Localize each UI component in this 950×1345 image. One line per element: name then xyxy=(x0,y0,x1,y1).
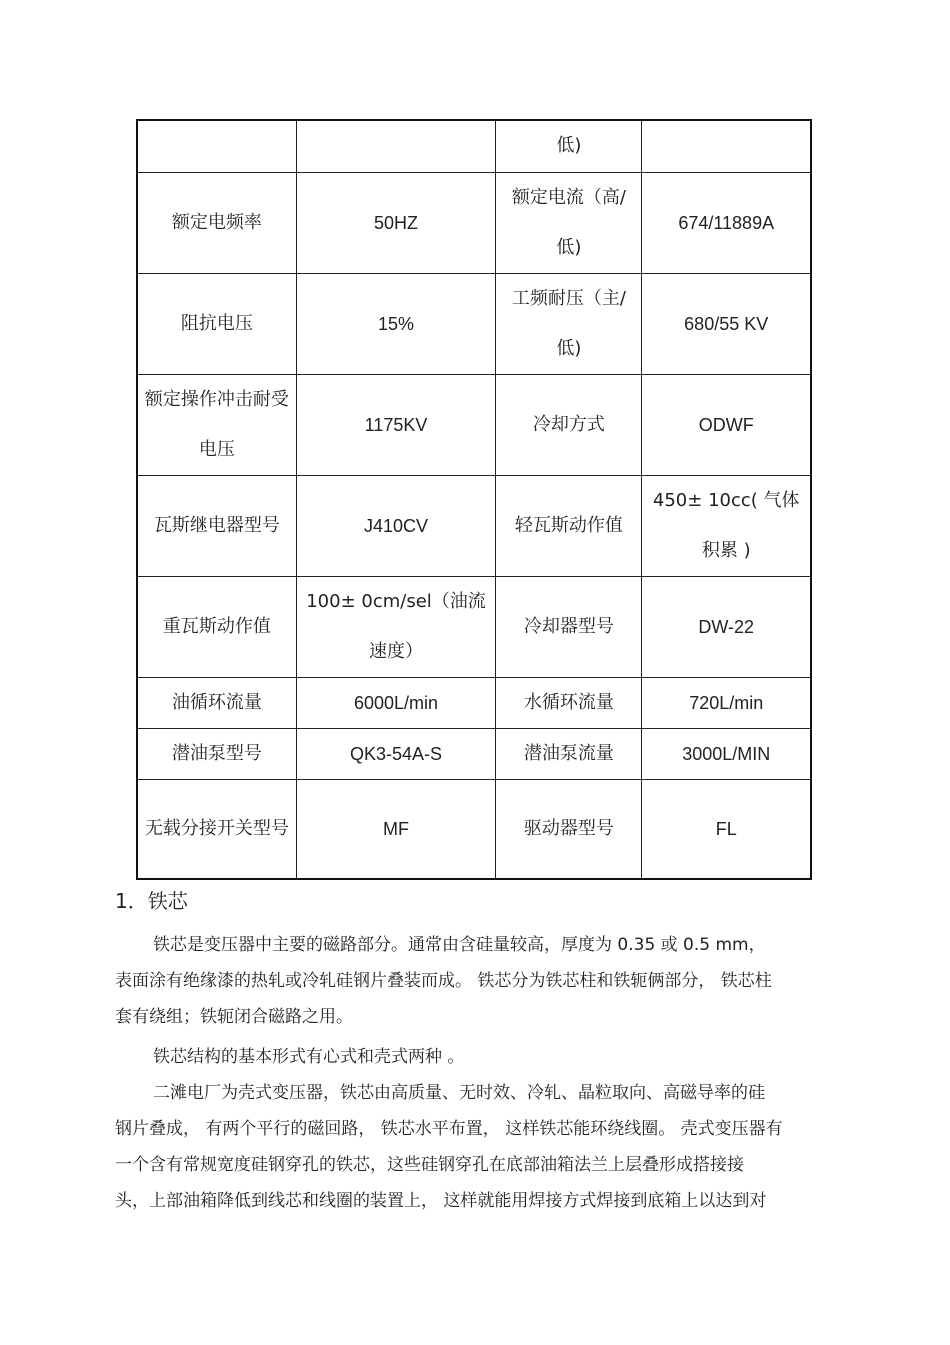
table-cell: 100± 0cm/sel（油流速度） xyxy=(296,576,496,677)
table-row xyxy=(137,677,811,728)
table-cell: 6000L/min xyxy=(296,677,496,728)
table-cell: DW-22 xyxy=(642,576,811,677)
table-cell: 低) xyxy=(496,120,642,172)
table-cell xyxy=(137,120,296,172)
spec-table xyxy=(136,119,812,880)
table-row xyxy=(137,374,811,475)
table-cell: 720L/min xyxy=(642,677,811,728)
table-cell: 680/55 KV xyxy=(642,273,811,374)
table-row xyxy=(137,576,811,677)
table-cell: J410CV xyxy=(296,475,496,576)
paragraph-line: 铁芯是变压器中主要的磁路部分。通常由含硅量较高，厚度为 0.35 或 0.5 mm， xyxy=(153,935,766,955)
paragraph xyxy=(115,927,835,1035)
table-cell: 重瓦斯动作值 xyxy=(137,576,296,677)
table-cell: 额定电流（高/低) xyxy=(496,172,642,273)
table-row xyxy=(137,728,811,779)
paragraph xyxy=(115,1039,835,1075)
table-cell: 额定电频率 xyxy=(137,172,296,273)
table-cell: 50HZ xyxy=(296,172,496,273)
table-cell: 水循环流量 xyxy=(496,677,642,728)
table-cell: 潜油泵型号 xyxy=(137,728,296,779)
paragraph-line: 头，上部油箱降低到线芯和线圈的装置上， 这样就能用焊接方式焊接到底箱上以达到对 xyxy=(115,1191,767,1211)
section-title: 1．铁芯 xyxy=(115,889,188,913)
paragraph-line: 钢片叠成， 有两个平行的磁回路， 铁芯水平布置， 这样铁芯能环绕线圈。 壳式变压器有 xyxy=(115,1119,783,1139)
table-row xyxy=(137,779,811,879)
paragraph-line: 一个含有常规宽度硅钢穿孔的铁芯，这些硅钢穿孔在底部油箱法兰上层叠形成搭接接 xyxy=(115,1155,744,1175)
table-cell: 450± 10cc( 气体积累 ) xyxy=(642,475,811,576)
paragraph-line: 二滩电厂为壳式变压器，铁芯由高质量、无时效、冷轧、晶粒取向、高磁导率的硅 xyxy=(153,1083,765,1103)
table-cell: 1175KV xyxy=(296,374,496,475)
table-cell: MF xyxy=(296,779,496,879)
paragraph-line: 表面涂有绝缘漆的热轧或冷轧硅钢片叠装而成。 铁芯分为铁芯柱和铁轭俩部分， 铁芯柱 xyxy=(115,971,772,991)
paragraph xyxy=(115,1075,835,1219)
table-cell: 674/11889A xyxy=(642,172,811,273)
table-cell: 轻瓦斯动作值 xyxy=(496,475,642,576)
table-cell: 3000L/MIN xyxy=(642,728,811,779)
table-row xyxy=(137,475,811,576)
table-cell: ODWF xyxy=(642,374,811,475)
table-cell: 15% xyxy=(296,273,496,374)
table-cell: 潜油泵流量 xyxy=(496,728,642,779)
table-cell: QK3-54A-S xyxy=(296,728,496,779)
table-cell: 额定操作冲击耐受电压 xyxy=(137,374,296,475)
table-cell: FL xyxy=(642,779,811,879)
table-cell: 工频耐压（主/低) xyxy=(496,273,642,374)
table-cell: 无载分接开关型号 xyxy=(137,779,296,879)
table-cell xyxy=(642,120,811,172)
table-cell: 冷却器型号 xyxy=(496,576,642,677)
table-cell: 冷却方式 xyxy=(496,374,642,475)
table-cell xyxy=(296,120,496,172)
paragraph-line: 套有绕组；铁轭闭合磁路之用。 xyxy=(115,1007,353,1027)
table-cell: 阻抗电压 xyxy=(137,273,296,374)
table-cell: 瓦斯继电器型号 xyxy=(137,475,296,576)
table-cell: 油循环流量 xyxy=(137,677,296,728)
table-row xyxy=(137,172,811,273)
paragraph-line: 铁芯结构的基本形式有心式和壳式两种 。 xyxy=(153,1047,465,1067)
table-row xyxy=(137,120,811,172)
table-cell: 驱动器型号 xyxy=(496,779,642,879)
table-row xyxy=(137,273,811,374)
